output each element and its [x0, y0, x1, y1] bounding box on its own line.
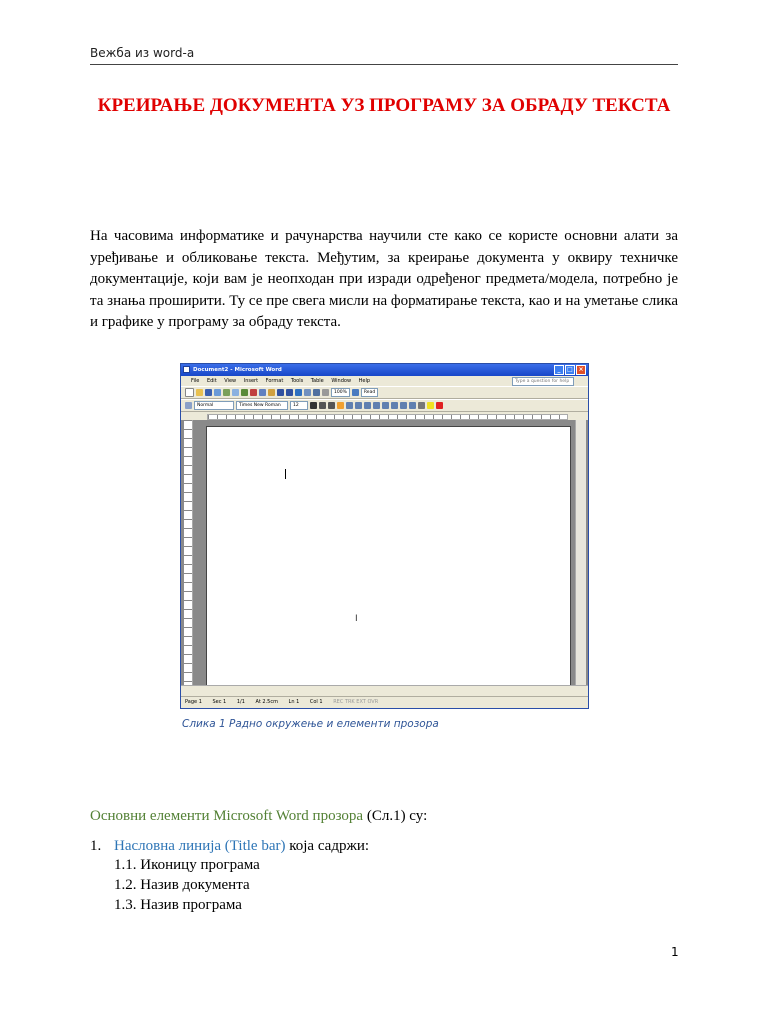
- styles-icon: [185, 402, 192, 409]
- bullets-icon: [391, 402, 398, 409]
- maximize-icon: □: [565, 365, 575, 375]
- status-section: Sec 1: [212, 699, 227, 705]
- line-spacing-icon: [373, 402, 380, 409]
- page-number: 1: [671, 945, 679, 959]
- menu-insert: Insert: [243, 378, 259, 384]
- menu-tools: Tools: [290, 378, 304, 384]
- increase-indent-icon: [409, 402, 416, 409]
- paste-icon: [268, 389, 275, 396]
- sub-list-item: 1.1. Иконицу програма: [114, 857, 260, 873]
- menu-table: Table: [310, 378, 324, 384]
- ibeam-pointer-icon: I: [355, 614, 358, 624]
- intro-paragraph: На часовима информатике и рачунарства научили сте како се користе основни алати за уређивање и обликовање текста. Међутим, за креирање документа у оквиру техничке документације, који вам је неопходан при изради одређеног предмета/модела, потребно је та знања проширити. Ту се пре свега мисли на форматирање текста, као и на уметање слика и графике у програму за обраду текста.: [90, 228, 678, 330]
- word-status-bar: [181, 696, 588, 708]
- bold-icon: [310, 402, 317, 409]
- menu-window: Window: [331, 378, 352, 384]
- word-menu-bar: [181, 376, 588, 386]
- word-title-bar: [181, 364, 588, 376]
- style-select: Normal: [194, 401, 234, 410]
- status-pages: 1/1: [236, 699, 245, 705]
- minimize-icon: _: [554, 365, 564, 375]
- status-flags: REC TRK EXT OVR: [333, 699, 379, 705]
- vertical-scrollbar: [575, 420, 586, 686]
- list-item-rest: која садржи:: [285, 838, 370, 854]
- undo-icon: [277, 389, 284, 396]
- font-size-select: 12: [290, 401, 308, 410]
- document-title: КРЕИРАЊЕ ДОКУМЕНТА УЗ ПРОГРАМУ ЗА ОБРАДУ ТЕКСТА: [97, 95, 671, 116]
- save-icon: [205, 389, 212, 396]
- elements-intro-rest: (Сл.1) су:: [363, 808, 428, 824]
- vertical-ruler: [184, 420, 193, 686]
- menu-help: Help: [358, 378, 371, 384]
- align-center-icon: [346, 402, 353, 409]
- menu-file: File: [191, 378, 200, 384]
- columns-icon: [313, 389, 320, 396]
- justify-icon: [364, 402, 371, 409]
- font-select: Times New Roman: [236, 401, 288, 410]
- elements-intro-highlight: Основни елементи Microsoft Word прозора: [90, 808, 364, 824]
- close-icon: ×: [576, 365, 586, 375]
- sub-list-item: 1.2. Назив документа: [114, 877, 250, 893]
- borders-icon: [418, 402, 425, 409]
- formatting-toolbar: [181, 399, 588, 412]
- help-icon: [352, 389, 359, 396]
- print-preview-icon: [232, 389, 239, 396]
- list-item-number: 1.: [90, 838, 102, 854]
- list-item: [90, 838, 369, 855]
- figure-caption: Слика 1 Радно окружење и елементи прозора: [182, 718, 439, 730]
- page-header: Вежба из word-a: [90, 46, 195, 60]
- zoom-select: 100%: [331, 388, 350, 397]
- new-document-icon: [185, 388, 194, 397]
- highlight-icon: [427, 402, 434, 409]
- spelling-icon: [241, 389, 248, 396]
- font-color-icon: [436, 402, 443, 409]
- hyperlink-icon: [295, 389, 302, 396]
- italic-icon: [319, 402, 326, 409]
- help-search-box: Type a question for help: [512, 377, 574, 386]
- read-button: Read: [361, 388, 378, 397]
- standard-toolbar: [181, 386, 588, 399]
- status-col: Col 1: [309, 699, 323, 705]
- decrease-indent-icon: [400, 402, 407, 409]
- word-app-icon: [183, 366, 190, 373]
- underline-icon: [328, 402, 335, 409]
- permission-icon: [214, 389, 221, 396]
- copy-icon: [259, 389, 266, 396]
- status-line: Ln 1: [288, 699, 300, 705]
- sub-list-item: 1.3. Назив програма: [114, 897, 242, 913]
- elements-intro: [90, 808, 427, 825]
- numbering-icon: [382, 402, 389, 409]
- text-cursor-icon: [285, 469, 286, 479]
- cut-icon: [250, 389, 257, 396]
- align-right-icon: [355, 402, 362, 409]
- document-workarea: [181, 420, 588, 686]
- menu-edit: Edit: [206, 378, 217, 384]
- status-at: At 2.5cm: [255, 699, 278, 705]
- show-hide-icon: [322, 389, 329, 396]
- status-page: Page 1: [185, 699, 202, 705]
- open-folder-icon: [196, 389, 203, 396]
- list-item-highlight: Насловна линија (Title bar): [114, 838, 286, 854]
- redo-icon: [286, 389, 293, 396]
- print-icon: [223, 389, 230, 396]
- align-left-icon: [337, 402, 344, 409]
- word-window-title: Document2 - Microsoft Word: [193, 367, 282, 373]
- document-page: [206, 426, 571, 686]
- table-icon: [304, 389, 311, 396]
- header-divider: [90, 64, 678, 65]
- menu-view: View: [224, 378, 237, 384]
- word-window-screenshot: [180, 363, 589, 709]
- menu-format: Format: [265, 378, 284, 384]
